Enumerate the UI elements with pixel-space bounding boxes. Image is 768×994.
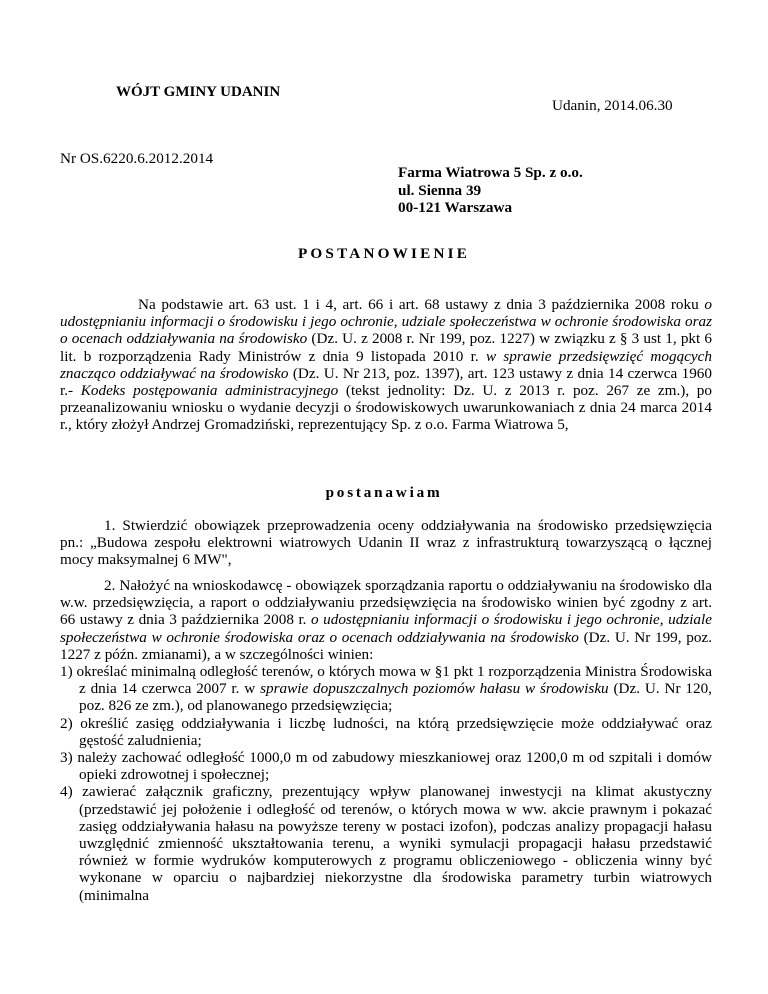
preamble-paragraph: Na podstawie art. 63 ust. 1 i 4, art. 66 i art. 68 ustawy z dnia 3 października 2008 roku o udostępnianiu informacji o środowisku i jego ochronie, udziale społeczeństwa w ochronie środowiska oraz o ocenach oddziaływania na środowisko (Dz. U. z 2008 r. Nr 199, poz. 1227) w związku z § 3 ust 1, pkt 6 lit. b rozporządzenia Rady Ministrów z dnia 9 listopada 2010 r. w sprawie przedsięwzięć mogących znacząco oddziaływać na środowisko (Dz. U. Nr 213, poz. 1397), art. 123 ustawy z dnia 14 czerwca 1960 r.- Kodeks postępowania administracyjnego (tekst jednolity: Dz. U. z 2013 r. poz. 267 ze zm.), po przeanalizowaniu wniosku o wydanie decyzji o środowiskowych uwarunkowaniach z dnia 24 marca 2014 r., który złożył Andrzej Gromadziński, reprezentujący Sp. z o.o. Farma Wiatrowa 5,	[60, 296, 712, 434]
recipient-city: 00-121 Warszawa	[398, 199, 513, 216]
document-title: POSTANOWIENIE	[297, 245, 471, 262]
list-item: 2) określić zasięg oddziaływania i liczbę ludności, na którą przedsięwzięcie może oddziaływać oraz gęstość zaludnienia;	[60, 714, 712, 749]
place-and-date: Udanin, 2014.06.30	[552, 97, 673, 114]
recipient-address	[398, 164, 583, 217]
list-item: 4) zawierać załącznik graficzny, prezentujący wpływ planowanej inwestycji na klimat akustyczny (przedstawić jej położenie i odległość od terenów, o których mowa w ww. akcie prawnym i pokazać zasięg oddziaływania hałasu na powyższe tereny w postaci izofon), podczas analizy propagacji hałasu uwzględnić zmienność ukształtowania terenu, a wyniki symulacji propagacji hałasu przedstawić również w formie wydruków komputerowych z programu obliczeniowego - obliczenia winny być wykonane w oparciu o najbardziej niekorzystne dla środowiska parametry turbin wiatrowych (minimalna	[60, 783, 712, 904]
issuing-authority: WÓJT GMINY UDANIN	[116, 84, 281, 100]
point-2-section	[60, 577, 712, 904]
decree-word: postanawiam	[325, 484, 443, 501]
recipient-street: ul. Sienna 39	[398, 181, 482, 199]
point-2-paragraph: 2. Nałożyć na wnioskodawcę - obowiązek sporządzania raportu o oddziaływaniu na środowisko dla w.w. przedsięwzięcia, a raport o oddziaływaniu przedsięwzięcia na środowisko winien być zgodny z art. 66 ustawy z dnia 3 października 2008 r. o udostępnianiu informacji o środowisku i jego ochronie, udziale społeczeństwa w ochronie środowiska oraz o ocenach oddziaływania na środowisko (Dz. U. Nr 199, poz. 1227 z późn. zmianami), a w szczególności winien:	[60, 577, 712, 663]
requirements-list	[60, 663, 712, 904]
reference-number: Nr OS.6220.6.2012.2014	[60, 150, 214, 167]
point-1-paragraph: 1. Stwierdzić obowiązek przeprowadzenia oceny oddziaływania na środowisko przedsięwzięcia pn.: „Budowa zespołu elektrowni wiatrowych Udanin II wraz z infrastrukturą towarzyszącą o łącznej mocy maksymalnej 6 MW",	[60, 517, 712, 569]
list-item: 3) należy zachować odległość 1000,0 m od zabudowy mieszkaniowej oraz 1200,0 m od szpitali i domów opieki zdrowotnej i społecznej;	[60, 749, 712, 784]
list-item: 1) określać minimalną odległość terenów, o których mowa w §1 pkt 1 rozporządzenia Ministra Środowiska z dnia 14 czerwca 2007 r. w sprawie dopuszczalnych poziomów hałasu w środowisku (Dz. U. Nr 120, poz. 826 ze zm.), od planowanego przedsięwzięcia;	[60, 663, 712, 715]
recipient-name: Farma Wiatrowa 5 Sp. z o.o.	[398, 164, 583, 181]
